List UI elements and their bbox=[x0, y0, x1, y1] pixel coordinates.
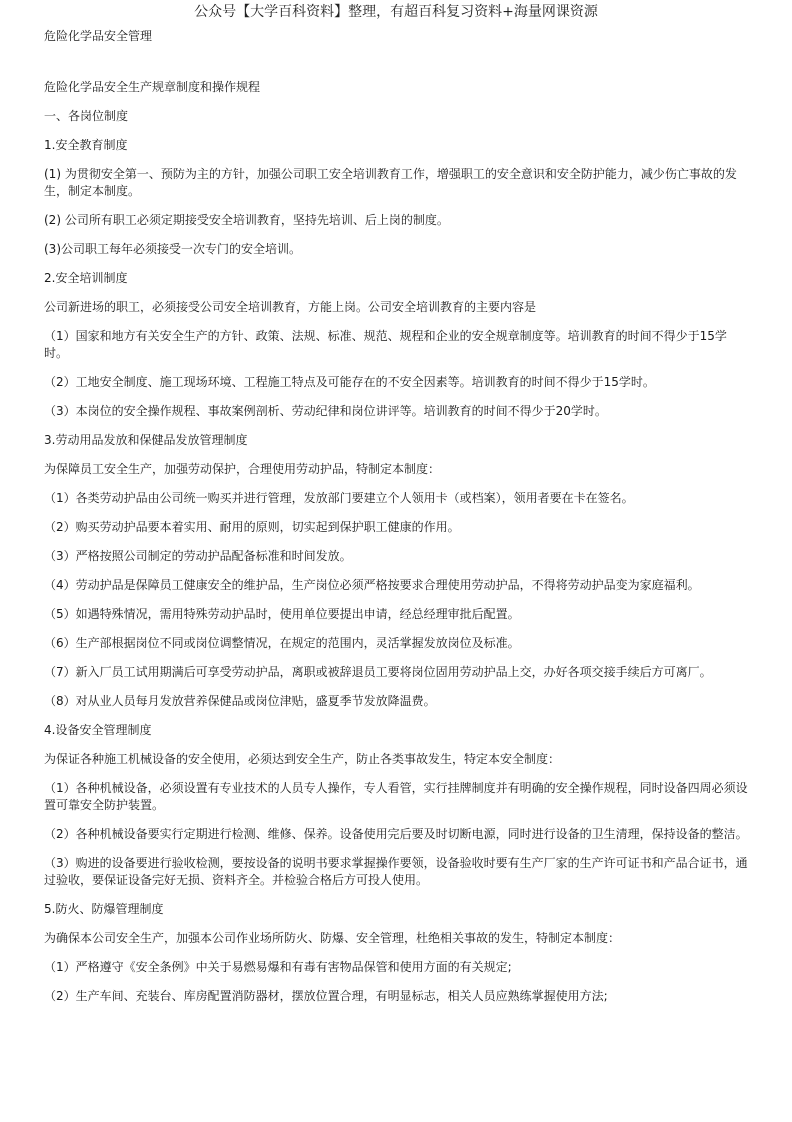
subsection-heading: 4.设备安全管理制度 bbox=[44, 723, 152, 737]
page-header: 公众号【大学百科资料】整理，有超百科复习资料+海量网课资源 bbox=[194, 4, 598, 20]
paragraph: （8）对从业人员每月发放营养保健品或岗位津贴，盛夏季节发放降温费。 bbox=[44, 694, 436, 708]
paragraph: （3）本岗位的安全操作规程、事故案例剖析、劳动纪律和岗位讲评等。培训教育的时间不得少于20学时。 bbox=[44, 404, 607, 418]
paragraph: 为保障员工安全生产，加强劳动保护，合理使用劳动护品，特制定本制度： bbox=[44, 462, 441, 476]
paragraph: （2）生产车间、充装台、库房配置消防器材，摆放位置合理，有明显标志，相关人员应熟练掌握使用方法; bbox=[44, 989, 608, 1003]
paragraph: （4）劳动护品是保障员工健康安全的维护品，生产岗位必须严格按要求合理使用劳动护品，不得将劳动护品变为家庭福利。 bbox=[44, 578, 700, 592]
paragraph: 为确保本公司安全生产，加强本公司作业场所防火、防爆、安全管理，杜绝相关事故的发生，特制定本制度： bbox=[44, 931, 621, 945]
document-subtitle: 危险化学品安全生产规章制度和操作规程 bbox=[44, 80, 261, 94]
paragraph: （2）工地安全制度、施工现场环境、工程施工特点及可能存在的不安全因素等。培训教育的时间不得少于15学时。 bbox=[44, 375, 655, 389]
paragraph: (1) 为贯彻安全第一、预防为主的方针，加强公司职工安全培训教育工作，增强职工的安全意识和安全防护能力，减少伤亡事故的发生，制定本制度。 bbox=[44, 167, 737, 198]
subsection-heading: 2.安全培训制度 bbox=[44, 271, 128, 285]
paragraph: （6）生产部根据岗位不同或岗位调整情况，在规定的范围内，灵活掌握发放岗位及标准。 bbox=[44, 636, 520, 650]
paragraph: （3）购进的设备要进行验收检测，要按设备的说明书要求掌握操作要领，设备验收时要有生产厂家的生产许可证书和产品合证书，通过验收，要保证设备完好无损、资料齐全。并检验合格后方可投人使用。 bbox=[44, 856, 748, 887]
subsection-heading: 5.防火、防爆管理制度 bbox=[44, 902, 164, 916]
paragraph: （2）各种机械设备要实行定期进行检测、维修、保养。设备使用完后要及时切断电源，同时进行设备的卫生清理，保持设备的整洁。 bbox=[44, 827, 748, 841]
paragraph: （7）新入厂员工试用期满后可享受劳动护品，离职或被辞退员工要将岗位固用劳动护品上交，办好各项交接手续后方可离厂。 bbox=[44, 665, 712, 679]
document-title: 危险化学品安全管理 bbox=[44, 29, 153, 43]
paragraph: （5）如遇特殊情况，需用特殊劳动护品时，使用单位要提出申请，经总经理审批后配置。 bbox=[44, 607, 520, 621]
paragraph: (2) 公司所有职工必须定期接受安全培训教育，坚持先培训、后上岗的制度。 bbox=[44, 213, 449, 227]
paragraph: (3)公司职工每年必须接受一次专门的安全培训。 bbox=[44, 242, 301, 256]
document-body bbox=[44, 26, 748, 1005]
paragraph: （1）各种机械设备，必须设置有专业技术的人员专人操作，专人看管，实行挂牌制度并有明确的安全操作规程，同时设备四周必须设置可靠安全防护装置。 bbox=[44, 781, 748, 812]
paragraph: 公司新进场的职工，必须接受公司安全培训教育，方能上岗。公司安全培训教育的主要内容是 bbox=[44, 300, 537, 314]
paragraph: （1）各类劳动护品由公司统一购买并进行管理，发放部门要建立个人领用卡（或档案），领用者要在卡在签名。 bbox=[44, 491, 634, 505]
paragraph: （1）严格遵守《安全条例》中关于易燃易爆和有毒有害物品保管和使用方面的有关规定; bbox=[44, 960, 512, 974]
paragraph: 为保证各种施工机械设备的安全使用，必须达到安全生产，防止各类事故发生，特定本安全制度： bbox=[44, 752, 561, 766]
subsection-heading: 3.劳动用品发放和保健品发放管理制度 bbox=[44, 433, 248, 447]
paragraph: （3）严格按照公司制定的劳动护品配备标准和时间发放。 bbox=[44, 549, 352, 563]
paragraph: （1）国家和地方有关安全生产的方针、政策、法规、标准、规范、规程和企业的安全规章制度等。培训教育的时间不得少于15学时。 bbox=[44, 329, 727, 360]
subsection-heading: 1.安全教育制度 bbox=[44, 138, 128, 152]
paragraph: （2）购买劳动护品要本着实用、耐用的原则，切实起到保护职工健康的作用。 bbox=[44, 520, 460, 534]
section-heading: 一、各岗位制度 bbox=[44, 109, 129, 123]
